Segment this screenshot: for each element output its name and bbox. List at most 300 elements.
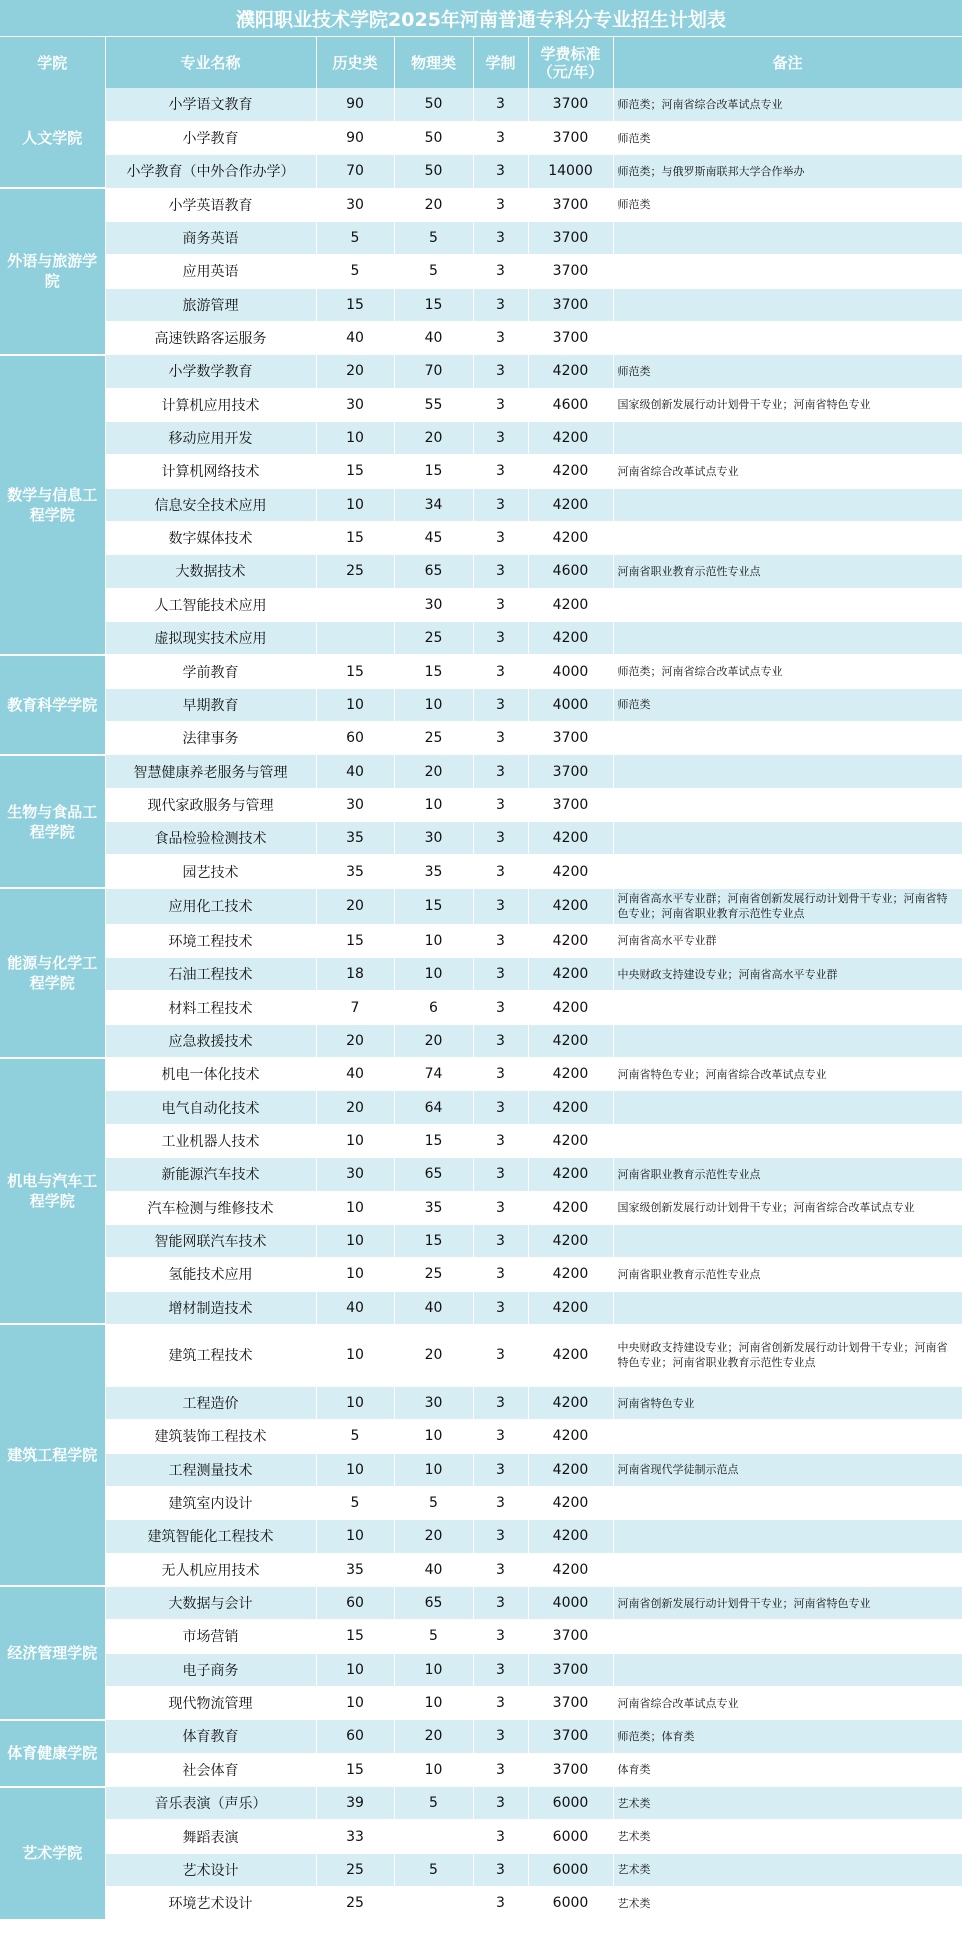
history-quota: 20 — [316, 1091, 394, 1124]
remarks: 师范类 — [613, 188, 962, 221]
table-row — [0, 722, 962, 755]
history-quota: 33 — [316, 1820, 394, 1853]
history-quota: 18 — [316, 958, 394, 991]
remarks — [613, 521, 962, 554]
remarks: 师范类；与俄罗斯南联邦大学合作举办 — [613, 155, 962, 188]
physics-quota: 40 — [394, 321, 473, 354]
physics-quota: 15 — [394, 655, 473, 688]
remarks — [613, 1291, 962, 1324]
remarks: 师范类；体育类 — [613, 1720, 962, 1753]
remarks: 河南省综合改革试点专业 — [613, 455, 962, 488]
table-row — [0, 355, 962, 388]
major-name: 计算机网络技术 — [105, 455, 316, 488]
duration: 3 — [473, 521, 528, 554]
history-quota: 5 — [316, 221, 394, 254]
major-name: 社会体育 — [105, 1753, 316, 1786]
tuition: 3700 — [528, 1686, 613, 1719]
tuition: 3700 — [528, 755, 613, 788]
tuition: 4200 — [528, 855, 613, 888]
physics-quota: 15 — [394, 888, 473, 924]
physics-quota: 40 — [394, 1291, 473, 1324]
history-quota: 5 — [316, 1420, 394, 1453]
tuition: 4200 — [528, 421, 613, 454]
major-name: 应用化工技术 — [105, 888, 316, 924]
remarks: 河南省职业教育示范性专业点 — [613, 555, 962, 588]
history-quota: 15 — [316, 1753, 394, 1786]
table-row — [0, 622, 962, 655]
remarks — [613, 1420, 962, 1453]
table-row — [0, 924, 962, 957]
major-name: 应急救援技术 — [105, 1024, 316, 1057]
tuition: 4200 — [528, 1520, 613, 1553]
major-name: 机电一体化技术 — [105, 1058, 316, 1091]
duration: 3 — [473, 288, 528, 321]
major-name: 园艺技术 — [105, 855, 316, 888]
duration: 3 — [473, 924, 528, 957]
history-quota: 15 — [316, 455, 394, 488]
tuition: 4200 — [528, 1091, 613, 1124]
tuition: 4200 — [528, 1024, 613, 1057]
history-quota: 35 — [316, 855, 394, 888]
tuition: 3700 — [528, 1720, 613, 1753]
table-row — [0, 1291, 962, 1324]
remarks — [613, 1520, 962, 1553]
tuition: 4200 — [528, 488, 613, 521]
history-quota: 90 — [316, 121, 394, 154]
duration: 3 — [473, 622, 528, 655]
history-quota: 70 — [316, 155, 394, 188]
duration: 3 — [473, 888, 528, 924]
major-name: 大数据技术 — [105, 555, 316, 588]
table-row — [0, 1820, 962, 1853]
major-name: 商务英语 — [105, 221, 316, 254]
history-quota: 25 — [316, 1887, 394, 1920]
duration: 3 — [473, 121, 528, 154]
major-name: 舞蹈表演 — [105, 1820, 316, 1853]
major-name: 现代家政服务与管理 — [105, 788, 316, 821]
major-name: 小学教育 — [105, 121, 316, 154]
duration: 3 — [473, 488, 528, 521]
history-quota: 40 — [316, 1291, 394, 1324]
history-quota: 60 — [316, 722, 394, 755]
duration: 3 — [473, 991, 528, 1024]
history-quota: 10 — [316, 1653, 394, 1686]
physics-quota: 50 — [394, 121, 473, 154]
physics-quota: 70 — [394, 355, 473, 388]
table-row — [0, 991, 962, 1024]
college-name: 人文学院 — [0, 88, 105, 188]
header-physics: 物理类 — [394, 37, 473, 88]
remarks: 艺术类 — [613, 1887, 962, 1920]
history-quota: 35 — [316, 822, 394, 855]
tuition: 4200 — [528, 958, 613, 991]
remarks — [613, 1553, 962, 1586]
physics-quota: 25 — [394, 722, 473, 755]
physics-quota: 55 — [394, 388, 473, 421]
table-row — [0, 188, 962, 221]
major-name: 无人机应用技术 — [105, 1553, 316, 1586]
remarks — [613, 1224, 962, 1257]
tuition: 4200 — [528, 455, 613, 488]
duration: 3 — [473, 1324, 528, 1386]
remarks: 国家级创新发展行动计划骨干专业；河南省特色专业 — [613, 388, 962, 421]
table-row — [0, 555, 962, 588]
major-name: 体育教育 — [105, 1720, 316, 1753]
table-row — [0, 755, 962, 788]
history-quota: 15 — [316, 521, 394, 554]
remarks: 师范类；河南省综合改革试点专业 — [613, 88, 962, 121]
table-row — [0, 855, 962, 888]
table-row — [0, 221, 962, 254]
tuition: 3700 — [528, 188, 613, 221]
duration: 3 — [473, 1258, 528, 1291]
history-quota — [316, 588, 394, 621]
physics-quota: 34 — [394, 488, 473, 521]
physics-quota: 20 — [394, 1520, 473, 1553]
tuition: 3700 — [528, 1753, 613, 1786]
table-row — [0, 1091, 962, 1124]
history-quota: 40 — [316, 1058, 394, 1091]
history-quota: 30 — [316, 788, 394, 821]
physics-quota: 15 — [394, 1224, 473, 1257]
tuition: 4200 — [528, 1191, 613, 1224]
remarks — [613, 788, 962, 821]
duration: 3 — [473, 1586, 528, 1619]
tuition: 3700 — [528, 1620, 613, 1653]
major-name: 智慧健康养老服务与管理 — [105, 755, 316, 788]
remarks: 艺术类 — [613, 1787, 962, 1820]
table-row — [0, 1887, 962, 1920]
physics-quota: 15 — [394, 288, 473, 321]
duration: 3 — [473, 1386, 528, 1419]
header-duration: 学制 — [473, 37, 528, 88]
table-row — [0, 1124, 962, 1157]
tuition: 3700 — [528, 722, 613, 755]
duration: 3 — [473, 1158, 528, 1191]
college-name: 建筑工程学院 — [0, 1324, 105, 1586]
duration: 3 — [473, 655, 528, 688]
physics-quota: 15 — [394, 1124, 473, 1157]
duration: 3 — [473, 1853, 528, 1886]
duration: 3 — [473, 722, 528, 755]
physics-quota: 30 — [394, 822, 473, 855]
major-name: 音乐表演（声乐） — [105, 1787, 316, 1820]
history-quota: 10 — [316, 1386, 394, 1419]
header-major: 专业名称 — [105, 37, 316, 88]
remarks — [613, 588, 962, 621]
major-name: 电气自动化技术 — [105, 1091, 316, 1124]
table-row — [0, 421, 962, 454]
duration: 3 — [473, 1486, 528, 1519]
remarks: 中央财政支持建设专业；河南省创新发展行动计划骨干专业；河南省特色专业；河南省职业教育示范性专业点 — [613, 1324, 962, 1386]
physics-quota: 35 — [394, 1191, 473, 1224]
duration: 3 — [473, 355, 528, 388]
history-quota: 10 — [316, 488, 394, 521]
table-row — [0, 388, 962, 421]
major-name: 信息安全技术应用 — [105, 488, 316, 521]
major-name: 大数据与会计 — [105, 1586, 316, 1619]
table-row — [0, 1486, 962, 1519]
major-name: 现代物流管理 — [105, 1686, 316, 1719]
tuition: 4200 — [528, 1158, 613, 1191]
table-row — [0, 1386, 962, 1419]
tuition: 4200 — [528, 1486, 613, 1519]
duration: 3 — [473, 855, 528, 888]
remarks: 河南省高水平专业群 — [613, 924, 962, 957]
remarks — [613, 1091, 962, 1124]
major-name: 小学英语教育 — [105, 188, 316, 221]
history-quota: 60 — [316, 1720, 394, 1753]
tuition: 3700 — [528, 788, 613, 821]
remarks: 河南省现代学徒制示范点 — [613, 1453, 962, 1486]
remarks — [613, 991, 962, 1024]
major-name: 工程造价 — [105, 1386, 316, 1419]
table-row — [0, 1158, 962, 1191]
tuition: 6000 — [528, 1853, 613, 1886]
major-name: 市场营销 — [105, 1620, 316, 1653]
table-row — [0, 255, 962, 288]
physics-quota: 20 — [394, 421, 473, 454]
physics-quota: 74 — [394, 1058, 473, 1091]
physics-quota — [394, 1887, 473, 1920]
physics-quota: 64 — [394, 1091, 473, 1124]
history-quota: 15 — [316, 288, 394, 321]
physics-quota: 20 — [394, 188, 473, 221]
physics-quota: 40 — [394, 1553, 473, 1586]
remarks — [613, 288, 962, 321]
tuition: 3700 — [528, 121, 613, 154]
history-quota: 15 — [316, 924, 394, 957]
remarks: 河南省创新发展行动计划骨干专业；河南省特色专业 — [613, 1586, 962, 1619]
remarks — [613, 221, 962, 254]
duration: 3 — [473, 688, 528, 721]
history-quota: 20 — [316, 355, 394, 388]
major-name: 新能源汽车技术 — [105, 1158, 316, 1191]
physics-quota: 20 — [394, 1024, 473, 1057]
major-name: 小学语文教育 — [105, 88, 316, 121]
duration: 3 — [473, 1091, 528, 1124]
duration: 3 — [473, 421, 528, 454]
page-title: 濮阳职业技术学院2025年河南普通专科分专业招生计划表 — [0, 0, 962, 37]
major-name: 人工智能技术应用 — [105, 588, 316, 621]
history-quota: 25 — [316, 555, 394, 588]
physics-quota: 10 — [394, 1653, 473, 1686]
tuition: 4600 — [528, 388, 613, 421]
history-quota: 10 — [316, 688, 394, 721]
duration: 3 — [473, 1058, 528, 1091]
college-name: 艺术学院 — [0, 1787, 105, 1920]
major-name: 工程测量技术 — [105, 1453, 316, 1486]
remarks — [613, 1024, 962, 1057]
duration: 3 — [473, 755, 528, 788]
tuition: 4200 — [528, 521, 613, 554]
duration: 3 — [473, 788, 528, 821]
major-name: 高速铁路客运服务 — [105, 321, 316, 354]
tuition: 3700 — [528, 288, 613, 321]
history-quota: 10 — [316, 1520, 394, 1553]
remarks: 体育类 — [613, 1753, 962, 1786]
physics-quota: 45 — [394, 521, 473, 554]
history-quota: 10 — [316, 1258, 394, 1291]
remarks — [613, 488, 962, 521]
major-name: 艺术设计 — [105, 1853, 316, 1886]
tuition: 3700 — [528, 88, 613, 121]
physics-quota: 10 — [394, 958, 473, 991]
table-row — [0, 1324, 962, 1386]
history-quota: 39 — [316, 1787, 394, 1820]
duration: 3 — [473, 1653, 528, 1686]
physics-quota: 65 — [394, 1586, 473, 1619]
tuition: 4200 — [528, 1291, 613, 1324]
college-name: 能源与化学工程学院 — [0, 888, 105, 1057]
physics-quota: 50 — [394, 88, 473, 121]
history-quota: 25 — [316, 1853, 394, 1886]
remarks — [613, 321, 962, 354]
remarks — [613, 822, 962, 855]
history-quota: 10 — [316, 1324, 394, 1386]
duration: 3 — [473, 1520, 528, 1553]
physics-quota: 10 — [394, 1453, 473, 1486]
table-row — [0, 455, 962, 488]
remarks: 河南省高水平专业群；河南省创新发展行动计划骨干专业；河南省特色专业；河南省职业教育示范性专业点 — [613, 888, 962, 924]
tuition: 4200 — [528, 924, 613, 957]
table-row — [0, 288, 962, 321]
physics-quota: 5 — [394, 1853, 473, 1886]
major-name: 法律事务 — [105, 722, 316, 755]
remarks: 师范类 — [613, 688, 962, 721]
table-row — [0, 1653, 962, 1686]
major-name: 虚拟现实技术应用 — [105, 622, 316, 655]
history-quota: 30 — [316, 188, 394, 221]
tuition: 4200 — [528, 1420, 613, 1453]
physics-quota: 10 — [394, 788, 473, 821]
remarks: 师范类 — [613, 121, 962, 154]
header-history: 历史类 — [316, 37, 394, 88]
major-name: 建筑装饰工程技术 — [105, 1420, 316, 1453]
table-row — [0, 1787, 962, 1820]
table-row — [0, 1258, 962, 1291]
history-quota: 5 — [316, 1486, 394, 1519]
table-row — [0, 588, 962, 621]
major-name: 应用英语 — [105, 255, 316, 288]
header-college: 学院 — [0, 37, 105, 88]
duration: 3 — [473, 588, 528, 621]
remarks — [613, 1124, 962, 1157]
table-row — [0, 1853, 962, 1886]
history-quota: 20 — [316, 1024, 394, 1057]
table-row — [0, 155, 962, 188]
remarks — [613, 255, 962, 288]
duration: 3 — [473, 555, 528, 588]
tuition: 4200 — [528, 1058, 613, 1091]
major-name: 石油工程技术 — [105, 958, 316, 991]
college-name: 体育健康学院 — [0, 1720, 105, 1787]
major-name: 旅游管理 — [105, 288, 316, 321]
table-row — [0, 655, 962, 688]
tuition: 4200 — [528, 1553, 613, 1586]
history-quota: 30 — [316, 388, 394, 421]
duration: 3 — [473, 822, 528, 855]
tuition: 4200 — [528, 1258, 613, 1291]
duration: 3 — [473, 1453, 528, 1486]
tuition: 4200 — [528, 1386, 613, 1419]
physics-quota: 10 — [394, 1686, 473, 1719]
remarks — [613, 622, 962, 655]
duration: 3 — [473, 1124, 528, 1157]
table-row — [0, 688, 962, 721]
physics-quota: 30 — [394, 588, 473, 621]
physics-quota: 5 — [394, 1620, 473, 1653]
history-quota: 10 — [316, 1191, 394, 1224]
major-name: 计算机应用技术 — [105, 388, 316, 421]
remarks — [613, 722, 962, 755]
remarks: 河南省特色专业；河南省综合改革试点专业 — [613, 1058, 962, 1091]
table-row — [0, 822, 962, 855]
table-row — [0, 1720, 962, 1753]
table-row — [0, 1191, 962, 1224]
table-row — [0, 788, 962, 821]
physics-quota: 10 — [394, 688, 473, 721]
duration: 3 — [473, 388, 528, 421]
college-name: 教育科学学院 — [0, 655, 105, 755]
tuition: 3700 — [528, 1653, 613, 1686]
duration: 3 — [473, 1686, 528, 1719]
duration: 3 — [473, 1291, 528, 1324]
history-quota: 40 — [316, 755, 394, 788]
history-quota: 60 — [316, 1586, 394, 1619]
remarks — [613, 755, 962, 788]
physics-quota: 6 — [394, 991, 473, 1024]
remarks — [613, 1486, 962, 1519]
table-row — [0, 488, 962, 521]
major-name: 增材制造技术 — [105, 1291, 316, 1324]
remarks: 中央财政支持建设专业；河南省高水平专业群 — [613, 958, 962, 991]
remarks — [613, 855, 962, 888]
physics-quota: 5 — [394, 1787, 473, 1820]
tuition: 4000 — [528, 655, 613, 688]
major-name: 移动应用开发 — [105, 421, 316, 454]
physics-quota: 25 — [394, 622, 473, 655]
duration: 3 — [473, 1553, 528, 1586]
duration: 3 — [473, 1753, 528, 1786]
major-name: 学前教育 — [105, 655, 316, 688]
duration: 3 — [473, 455, 528, 488]
header-tuition: 学费标准（元/年） — [528, 37, 613, 88]
duration: 3 — [473, 1887, 528, 1920]
header-row — [0, 37, 962, 88]
remarks: 河南省综合改革试点专业 — [613, 1686, 962, 1719]
table-row — [0, 1753, 962, 1786]
college-name: 经济管理学院 — [0, 1586, 105, 1719]
history-quota: 10 — [316, 1686, 394, 1719]
physics-quota: 65 — [394, 1158, 473, 1191]
tuition: 4200 — [528, 822, 613, 855]
duration: 3 — [473, 1620, 528, 1653]
history-quota: 7 — [316, 991, 394, 1024]
major-name: 环境艺术设计 — [105, 1887, 316, 1920]
physics-quota: 50 — [394, 155, 473, 188]
physics-quota — [394, 1820, 473, 1853]
major-name: 电子商务 — [105, 1653, 316, 1686]
physics-quota: 5 — [394, 221, 473, 254]
duration: 3 — [473, 255, 528, 288]
history-quota: 20 — [316, 888, 394, 924]
duration: 3 — [473, 188, 528, 221]
major-name: 工业机器人技术 — [105, 1124, 316, 1157]
tuition: 4200 — [528, 622, 613, 655]
enrollment-table — [0, 37, 962, 1921]
major-name: 食品检验检测技术 — [105, 822, 316, 855]
